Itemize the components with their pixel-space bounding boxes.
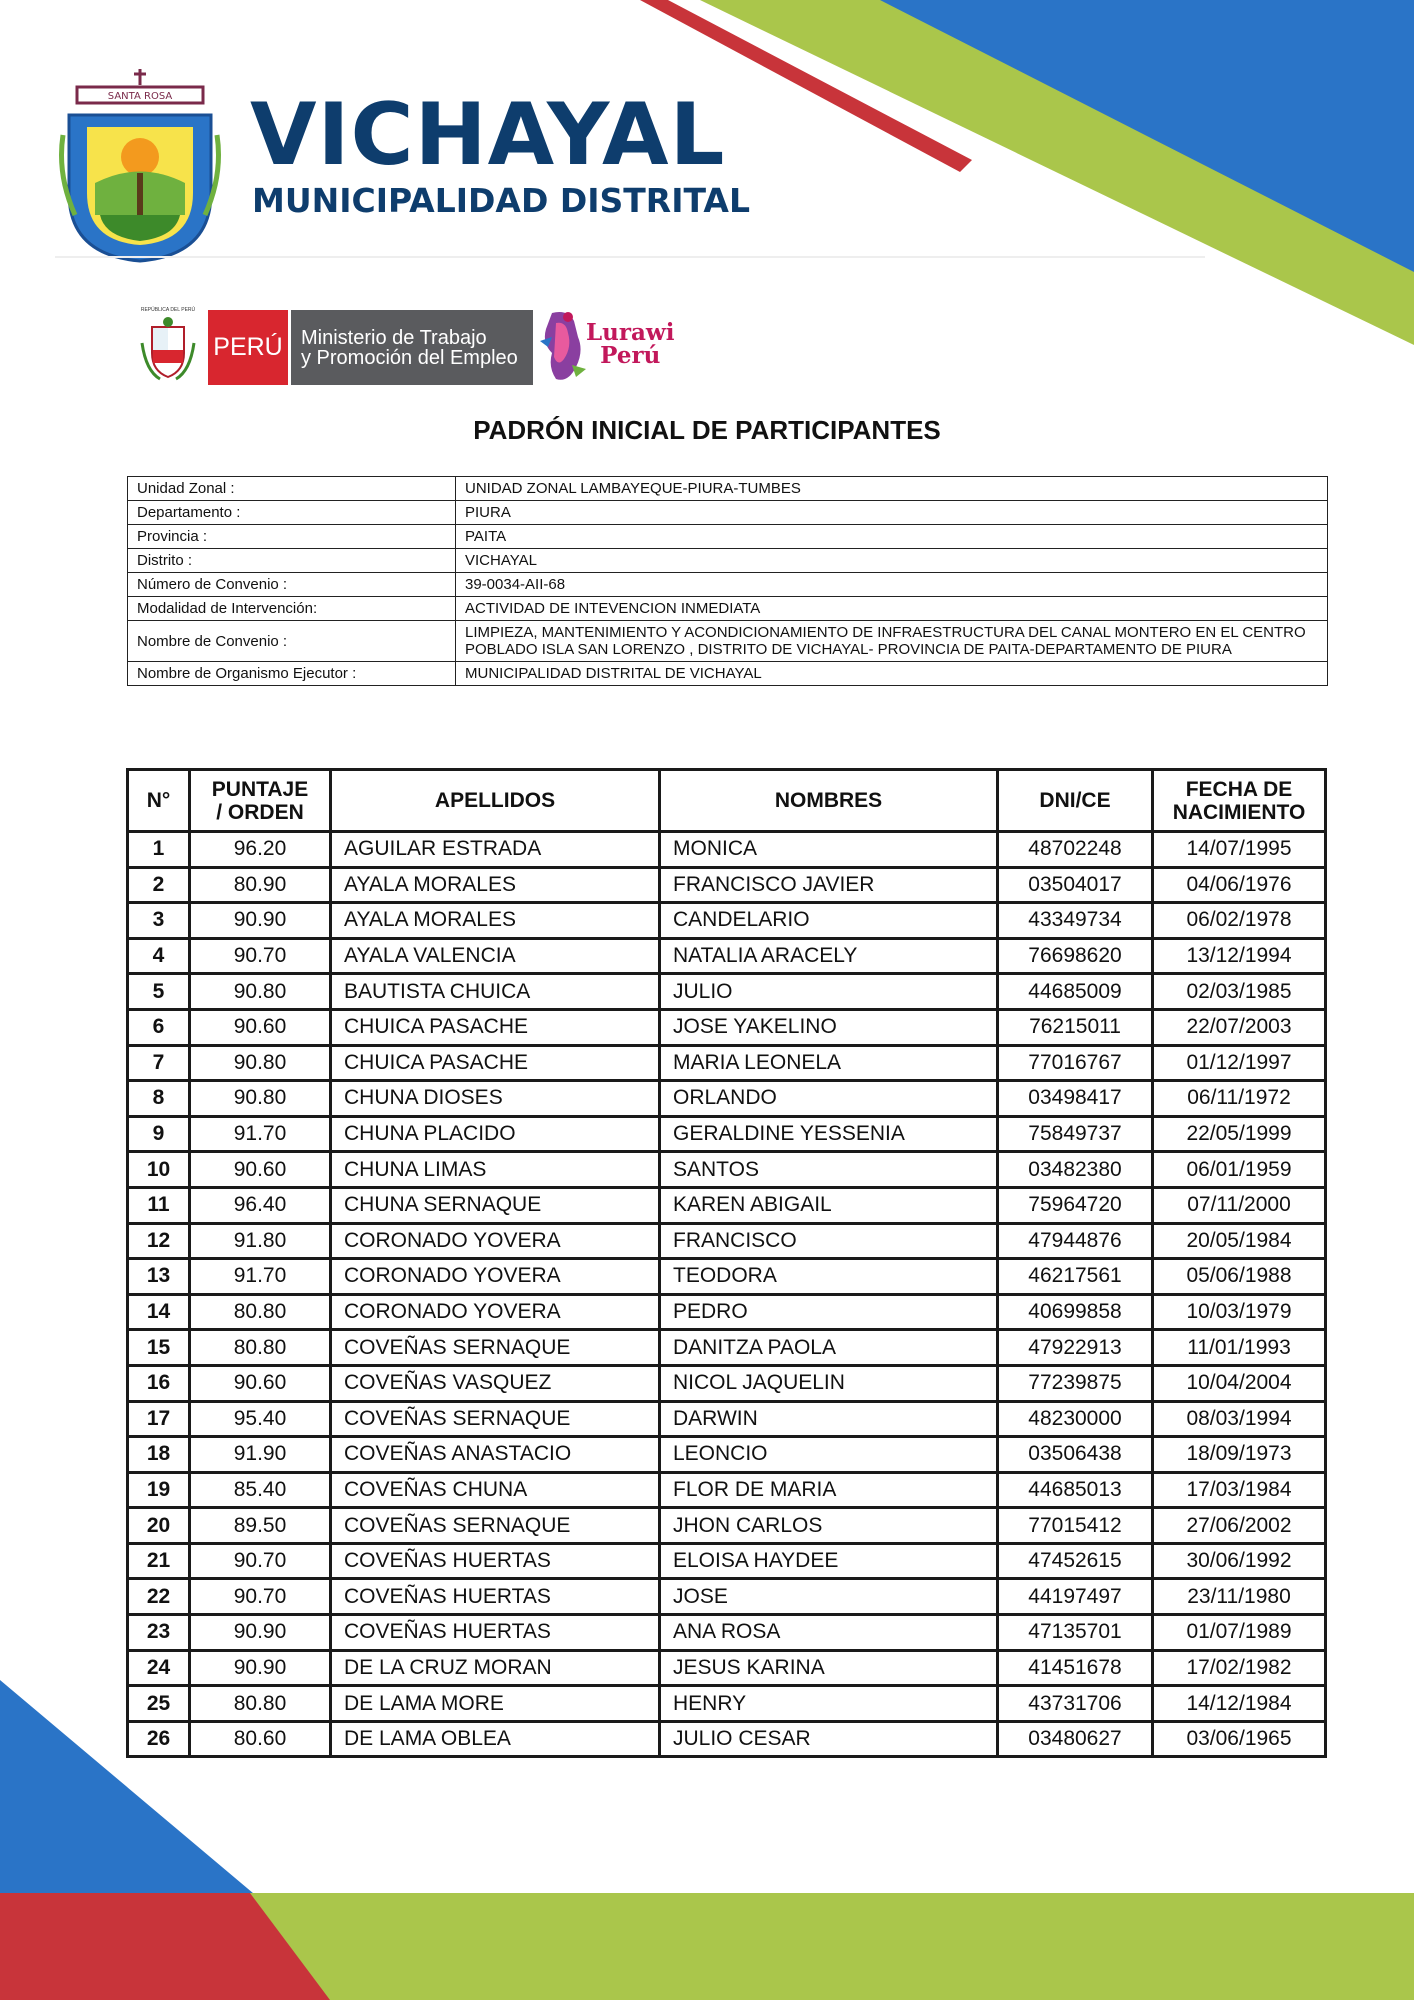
lurawi-peru-logo [538,307,678,387]
row-birthdate: 06/01/1959 [1153,1152,1326,1188]
table-row [128,832,1326,868]
table-row [128,1259,1326,1295]
info-label: Distrito : [128,549,456,573]
row-surnames: CHUNA DIOSES [331,1081,660,1117]
row-birthdate: 17/02/1982 [1153,1650,1326,1686]
table-row [128,1472,1326,1508]
row-names: ORLANDO [660,1081,998,1117]
participants-table [126,768,1327,1758]
row-score: 90.60 [190,1365,331,1401]
info-row [128,573,1328,597]
row-dni: 03506438 [998,1437,1153,1473]
row-score: 91.70 [190,1116,331,1152]
row-dni: 43731706 [998,1686,1153,1722]
table-row [128,1686,1326,1722]
row-dni: 03480627 [998,1721,1153,1757]
row-birthdate: 01/12/1997 [1153,1045,1326,1081]
table-row [128,1116,1326,1152]
row-dni: 41451678 [998,1650,1153,1686]
row-surnames: AYALA MORALES [331,867,660,903]
info-label: Unidad Zonal : [128,477,456,501]
info-row [128,662,1328,686]
row-number: 16 [128,1365,190,1401]
row-names: FRANCISCO JAVIER [660,867,998,903]
row-score: 90.70 [190,1579,331,1615]
escudo-caption: REPÚBLICA DEL PERÚ [140,307,196,313]
row-surnames: COVEÑAS SERNAQUE [331,1330,660,1366]
row-birthdate: 07/11/2000 [1153,1187,1326,1223]
row-names: ANA ROSA [660,1615,998,1651]
ministry-logo [291,310,533,385]
row-names: DANITZA PAOLA [660,1330,998,1366]
row-number: 11 [128,1187,190,1223]
row-dni: 47452615 [998,1543,1153,1579]
row-birthdate: 11/01/1993 [1153,1330,1326,1366]
row-birthdate: 03/06/1965 [1153,1721,1326,1757]
row-number: 20 [128,1508,190,1544]
col-header-surnames: APELLIDOS [331,770,660,832]
col-header-birthdate-line-2: NACIMIENTO [1172,800,1306,824]
municipal-crest-icon [55,65,225,265]
row-surnames: CHUNA LIMAS [331,1152,660,1188]
row-surnames: BAUTISTA CHUICA [331,974,660,1010]
info-label: Nombre de Organismo Ejecutor : [128,662,456,686]
row-names: JOSE [660,1579,998,1615]
row-names: FRANCISCO [660,1223,998,1259]
row-surnames: CORONADO YOVERA [331,1294,660,1330]
row-birthdate: 27/06/2002 [1153,1508,1326,1544]
row-surnames: COVEÑAS CHUNA [331,1472,660,1508]
row-score: 96.20 [190,832,331,868]
lurawi-figure-icon [538,307,588,387]
header-divider [55,256,1205,258]
peru-coat-of-arms-icon [138,313,198,383]
row-score: 91.80 [190,1223,331,1259]
info-row [128,549,1328,573]
row-surnames: COVEÑAS SERNAQUE [331,1401,660,1437]
table-row [128,1294,1326,1330]
row-surnames: CHUICA PASACHE [331,1009,660,1045]
row-score: 90.80 [190,1081,331,1117]
row-number: 1 [128,832,190,868]
row-surnames: AGUILAR ESTRADA [331,832,660,868]
row-dni: 76698620 [998,938,1153,974]
table-row [128,1508,1326,1544]
row-score: 90.90 [190,1650,331,1686]
info-row [128,597,1328,621]
table-row [128,1721,1326,1757]
row-dni: 43349734 [998,903,1153,939]
info-row [128,621,1328,662]
peru-brand-box [208,310,288,385]
crest-ribbon-text: SANTA ROSA [107,91,173,102]
row-number: 26 [128,1721,190,1757]
row-names: TEODORA [660,1259,998,1295]
row-birthdate: 04/06/1976 [1153,867,1326,903]
col-header-dni: DNI/CE [998,770,1153,832]
convenio-info-table [127,476,1328,686]
row-surnames: AYALA VALENCIA [331,938,660,974]
info-value: MUNICIPALIDAD DISTRITAL DE VICHAYAL [456,662,1328,686]
row-names: HENRY [660,1686,998,1722]
row-dni: 77239875 [998,1365,1153,1401]
row-names: MARIA LEONELA [660,1045,998,1081]
row-number: 13 [128,1259,190,1295]
row-score: 90.90 [190,903,331,939]
row-surnames: COVEÑAS HUERTAS [331,1615,660,1651]
row-birthdate: 17/03/1984 [1153,1472,1326,1508]
row-score: 90.60 [190,1152,331,1188]
col-header-birthdate-line-1: FECHA DE [1185,777,1293,801]
row-birthdate: 23/11/1980 [1153,1579,1326,1615]
row-dni: 44685013 [998,1472,1153,1508]
col-header-score-line-2: / ORDEN [216,800,304,824]
row-number: 6 [128,1009,190,1045]
row-score: 90.60 [190,1009,331,1045]
row-birthdate: 20/05/1984 [1153,1223,1326,1259]
col-header-score-line-1: PUNTAJE [211,777,309,801]
row-score: 91.90 [190,1437,331,1473]
row-birthdate: 05/06/1988 [1153,1259,1326,1295]
table-row [128,1187,1326,1223]
row-names: JULIO [660,974,998,1010]
row-surnames: CORONADO YOVERA [331,1259,660,1295]
row-surnames: DE LA CRUZ MORAN [331,1650,660,1686]
table-row [128,1615,1326,1651]
row-surnames: COVEÑAS HUERTAS [331,1543,660,1579]
row-names: PEDRO [660,1294,998,1330]
info-label: Modalidad de Intervención: [128,597,456,621]
row-score: 80.80 [190,1294,331,1330]
row-number: 19 [128,1472,190,1508]
info-row [128,477,1328,501]
row-birthdate: 10/03/1979 [1153,1294,1326,1330]
row-dni: 47922913 [998,1330,1153,1366]
bottom-green-band [230,1893,1414,2000]
ministry-line-2: y Promoción del Empleo [301,346,518,369]
row-number: 4 [128,938,190,974]
row-number: 10 [128,1152,190,1188]
participants-body [128,832,1326,1757]
row-birthdate: 06/02/1978 [1153,903,1326,939]
row-score: 80.60 [190,1721,331,1757]
info-row [128,525,1328,549]
info-label: Nombre de Convenio : [128,621,456,662]
row-names: NATALIA ARACELY [660,938,998,974]
info-value: PIURA [456,501,1328,525]
row-score: 90.80 [190,974,331,1010]
row-score: 90.80 [190,1045,331,1081]
row-names: MONICA [660,832,998,868]
row-dni: 03504017 [998,867,1153,903]
row-names: FLOR DE MARIA [660,1472,998,1508]
row-names: JOSE YAKELINO [660,1009,998,1045]
row-surnames: COVEÑAS ANASTACIO [331,1437,660,1473]
row-score: 90.70 [190,1543,331,1579]
table-row [128,1543,1326,1579]
row-dni: 03482380 [998,1152,1153,1188]
row-names: JHON CARLOS [660,1508,998,1544]
row-score: 85.40 [190,1472,331,1508]
row-dni: 44197497 [998,1579,1153,1615]
row-birthdate: 18/09/1973 [1153,1437,1326,1473]
info-label: Provincia : [128,525,456,549]
row-birthdate: 22/07/2003 [1153,1009,1326,1045]
header [55,60,755,260]
row-names: DARWIN [660,1401,998,1437]
row-surnames: AYALA MORALES [331,903,660,939]
row-names: LEONCIO [660,1437,998,1473]
row-birthdate: 13/12/1994 [1153,938,1326,974]
row-dni: 77016767 [998,1045,1153,1081]
row-dni: 48230000 [998,1401,1153,1437]
peru-label: PERÚ [213,333,283,361]
col-header-birthdate [1153,770,1326,832]
col-header-names: NOMBRES [660,770,998,832]
ministry-line-1: Ministerio de Trabajo [301,326,487,349]
table-row [128,974,1326,1010]
row-number: 7 [128,1045,190,1081]
table-row [128,1045,1326,1081]
row-names: KAREN ABIGAIL [660,1187,998,1223]
row-names: CANDELARIO [660,903,998,939]
table-row [128,1401,1326,1437]
row-number: 2 [128,867,190,903]
row-score: 80.80 [190,1330,331,1366]
info-value: PAITA [456,525,1328,549]
table-row [128,938,1326,974]
row-score: 96.40 [190,1187,331,1223]
row-surnames: CHUICA PASACHE [331,1045,660,1081]
row-dni: 77015412 [998,1508,1153,1544]
table-row [128,1081,1326,1117]
row-birthdate: 14/12/1984 [1153,1686,1326,1722]
col-header-score [190,770,331,832]
row-birthdate: 14/07/1995 [1153,832,1326,868]
row-birthdate: 22/05/1999 [1153,1116,1326,1152]
info-label: Departamento : [128,501,456,525]
row-birthdate: 06/11/1972 [1153,1081,1326,1117]
institution-logos [138,307,678,387]
row-score: 89.50 [190,1508,331,1544]
table-row [128,1330,1326,1366]
table-row [128,867,1326,903]
row-birthdate: 30/06/1992 [1153,1543,1326,1579]
row-number: 3 [128,903,190,939]
row-dni: 76215011 [998,1009,1153,1045]
convenio-info-body [128,477,1328,686]
table-row [128,1650,1326,1686]
row-names: JESUS KARINA [660,1650,998,1686]
table-row [128,1223,1326,1259]
row-score: 90.70 [190,938,331,974]
row-score: 91.70 [190,1259,331,1295]
row-dni: 44685009 [998,974,1153,1010]
info-label: Número de Convenio : [128,573,456,597]
row-surnames: DE LAMA MORE [331,1686,660,1722]
row-surnames: COVEÑAS VASQUEZ [331,1365,660,1401]
row-number: 23 [128,1615,190,1651]
row-number: 5 [128,974,190,1010]
table-row [128,1579,1326,1615]
row-names: ELOISA HAYDEE [660,1543,998,1579]
row-names: NICOL JAQUELIN [660,1365,998,1401]
row-score: 95.40 [190,1401,331,1437]
row-surnames: CORONADO YOVERA [331,1223,660,1259]
participants-header-row [128,770,1326,832]
row-birthdate: 10/04/2004 [1153,1365,1326,1401]
row-surnames: DE LAMA OBLEA [331,1721,660,1757]
row-dni: 75849737 [998,1116,1153,1152]
row-dni: 03498417 [998,1081,1153,1117]
info-value: ACTIVIDAD DE INTEVENCION INMEDIATA [456,597,1328,621]
info-row [128,501,1328,525]
row-dni: 46217561 [998,1259,1153,1295]
row-dni: 40699858 [998,1294,1153,1330]
table-row [128,903,1326,939]
info-value: VICHAYAL [456,549,1328,573]
document-title: PADRÓN INICIAL DE PARTICIPANTES [473,415,941,445]
row-names: JULIO CESAR [660,1721,998,1757]
row-number: 17 [128,1401,190,1437]
row-dni: 75964720 [998,1187,1153,1223]
row-score: 80.80 [190,1686,331,1722]
table-row [128,1152,1326,1188]
row-number: 22 [128,1579,190,1615]
row-score: 90.90 [190,1615,331,1651]
row-surnames: CHUNA PLACIDO [331,1116,660,1152]
row-birthdate: 01/07/1989 [1153,1615,1326,1651]
table-row [128,1009,1326,1045]
row-surnames: CHUNA SERNAQUE [331,1187,660,1223]
row-dni: 47135701 [998,1615,1153,1651]
row-number: 8 [128,1081,190,1117]
row-number: 15 [128,1330,190,1366]
row-names: GERALDINE YESSENIA [660,1116,998,1152]
row-number: 25 [128,1686,190,1722]
lurawi-wordmark [586,321,674,367]
row-score: 80.90 [190,867,331,903]
brand-title: VICHAYAL [250,85,726,185]
row-birthdate: 08/03/1994 [1153,1401,1326,1437]
table-row [128,1437,1326,1473]
row-dni: 48702248 [998,832,1153,868]
row-number: 18 [128,1437,190,1473]
row-names: SANTOS [660,1152,998,1188]
row-number: 24 [128,1650,190,1686]
row-surnames: COVEÑAS HUERTAS [331,1579,660,1615]
row-number: 14 [128,1294,190,1330]
brand-subtitle: MUNICIPALIDAD DISTRITAL [252,181,750,220]
row-number: 12 [128,1223,190,1259]
info-value: LIMPIEZA, MANTENIMIENTO Y ACONDICIONAMIENTO DE INFRAESTRUCTURA DEL CANAL MONTERO EN EL CENTRO POBLADO ISLA SAN LORENZO , DISTRITO DE VICHAYAL- PROVINCIA DE PAITA-DEPARTAMENTO DE PIURA [456,621,1328,662]
row-number: 9 [128,1116,190,1152]
col-header-number: N° [128,770,190,832]
info-value: UNIDAD ZONAL LAMBAYEQUE-PIURA-TUMBES [456,477,1328,501]
row-number: 21 [128,1543,190,1579]
lurawi-line-2: Perú [600,342,661,369]
row-dni: 47944876 [998,1223,1153,1259]
lurawi-line-1: Lurawi [586,319,675,346]
row-birthdate: 02/03/1985 [1153,974,1326,1010]
info-value: 39-0034-AII-68 [456,573,1328,597]
table-row [128,1365,1326,1401]
row-surnames: COVEÑAS SERNAQUE [331,1508,660,1544]
